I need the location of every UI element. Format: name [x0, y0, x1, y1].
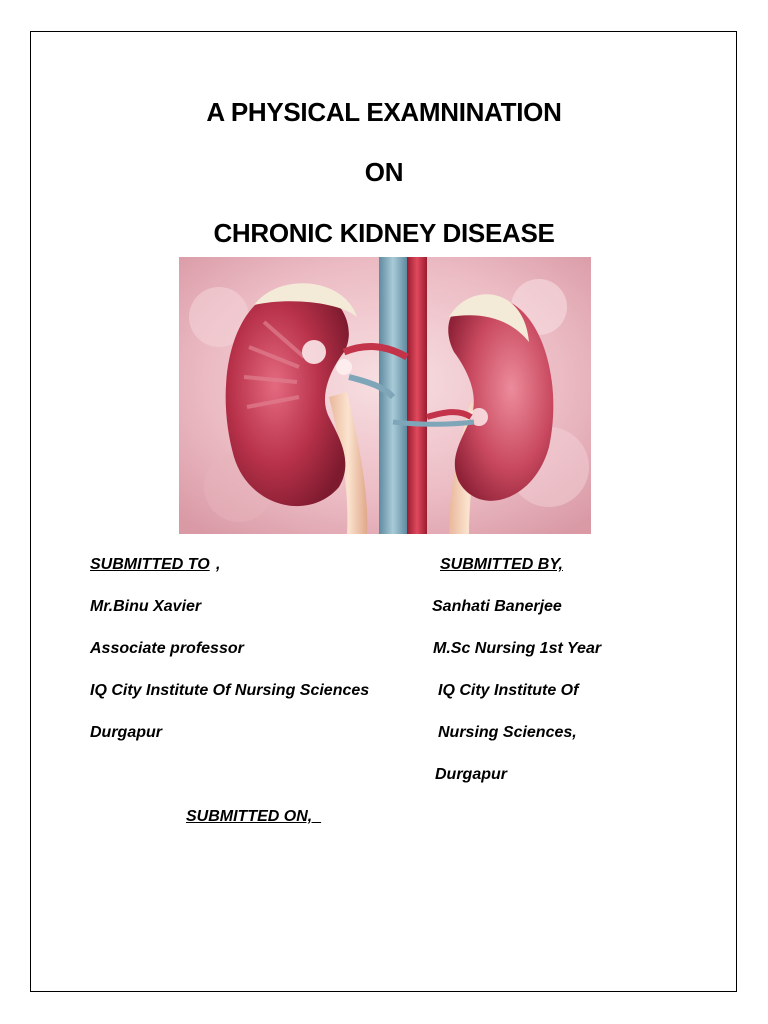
- title-line-1: A PHYSICAL EXAMNINATION: [206, 97, 562, 127]
- submitted-by-heading: SUBMITTED BY,: [440, 556, 563, 573]
- submitted-to-comma: ,: [216, 556, 221, 573]
- submitted-by-institute-line1: IQ City Institute Of: [438, 682, 579, 699]
- title-line-2: ON: [364, 157, 404, 187]
- submitted-to-heading: [90, 556, 210, 574]
- submitted-on-heading: SUBMITTED ON,: [186, 808, 322, 825]
- submitted-by-institute-line2: Nursing Sciences,: [438, 724, 577, 741]
- title-line-3: CHRONIC KIDNEY DISEASE: [213, 218, 555, 248]
- submitted-by-course: M.Sc Nursing 1st Year: [433, 640, 602, 657]
- submitted-by-city: Durgapur: [435, 766, 507, 783]
- submitted-to-institute: IQ City Institute Of Nursing Sciences: [90, 682, 370, 699]
- submitted-to-city: Durgapur: [90, 724, 162, 741]
- submitted-to-heading-text: SUBMITTED TO: [90, 556, 210, 573]
- submitted-to-name: Mr.Binu Xavier: [90, 598, 202, 615]
- kidney-icon: [179, 257, 591, 534]
- submitted-to-designation: Associate professor: [90, 640, 244, 657]
- submitted-by-name: Sanhati Banerjee: [432, 598, 562, 615]
- kidney-illustration: [179, 257, 591, 534]
